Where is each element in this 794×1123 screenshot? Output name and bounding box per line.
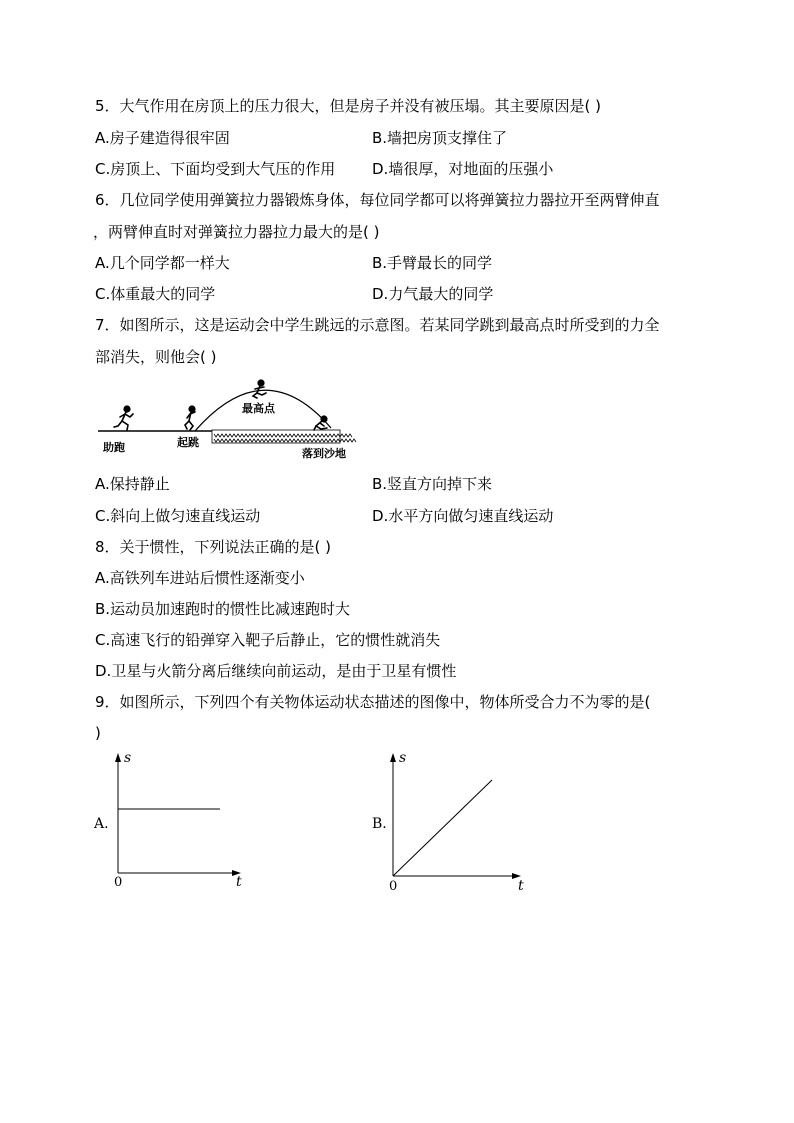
- q7-option-a: A.保持静止: [95, 475, 170, 493]
- graph-b-origin: 0: [389, 879, 398, 893]
- takeoff-figure: [185, 406, 195, 430]
- graph-a-s-label: s: [124, 750, 132, 766]
- q7-stem-line1: 7．如图所示，这是运动会中学生跳远的示意图。若某同学跳到最高点时所受到的力全: [95, 316, 660, 334]
- label-takeoff: 起跳: [177, 436, 199, 449]
- label-landing: 落到沙地: [302, 447, 346, 460]
- graph-a-origin: 0: [114, 875, 123, 890]
- graph-a: [90, 748, 260, 893]
- highest-point-figure: [253, 380, 266, 398]
- label-highest-point: 最高点: [242, 402, 275, 415]
- q7-option-d: D.水平方向做匀速直线运动: [372, 507, 554, 525]
- graph-b: [368, 748, 538, 893]
- q8-option-b: B.运动员加速跑时的惯性比减速跑时大: [95, 600, 351, 618]
- q8-option-c: C.高速飞行的铅弹穿入靶子后静止，它的惯性就消失: [95, 631, 441, 649]
- q6-option-b: B.手臂最长的同学: [372, 254, 493, 272]
- graph-a-label: A.: [94, 816, 109, 832]
- q9-stem-line2: ): [95, 724, 101, 742]
- graph-b-label: B.: [372, 816, 387, 832]
- runner-figure: [114, 406, 133, 430]
- graph-a-t-label: t: [236, 874, 242, 890]
- q6-option-a: A.几个同学都一样大: [95, 254, 230, 272]
- q6-stem-line2: ，两臂伸直时对弹簧拉力器拉力最大的是( ): [93, 223, 380, 241]
- q5-option-a: A.房子建造得很牢固: [95, 129, 230, 147]
- graph-b-s-label: s: [399, 750, 407, 766]
- q8-stem: 8．关于惯性，下列说法正确的是( ): [95, 538, 332, 556]
- graph-b-curve: [393, 780, 492, 876]
- graph-b-s-arrow: [390, 753, 396, 762]
- q5-option-d: D.墙很厚，对地面的压强小: [372, 160, 554, 178]
- q6-option-c: C.体重最大的同学: [95, 285, 216, 303]
- graph-b-t-label: t: [518, 878, 524, 893]
- long-jump-figure: [95, 376, 365, 466]
- q8-option-a: A.高铁列车进站后惯性逐渐变小: [95, 569, 305, 587]
- graph-a-s-arrow: [115, 753, 121, 762]
- q6-stem-line1: 6．几位同学使用弹簧拉力器锻炼身体，每位同学都可以将弹簧拉力器拉开至两臂伸直: [95, 191, 660, 209]
- q7-option-b: B.竖直方向掉下来: [372, 475, 493, 493]
- q7-option-c: C.斜向上做匀速直线运动: [95, 507, 261, 525]
- label-run-up: 助跑: [103, 441, 125, 454]
- q5-option-c: C.房顶上、下面均受到大气压的作用: [95, 160, 336, 178]
- q8-option-d: D.卫星与火箭分离后继续向前运动，是由于卫星有惯性: [95, 662, 457, 680]
- q9-stem-line1: 9．如图所示，下列四个有关物体运动状态描述的图像中，物体所受合力不为零的是(: [95, 693, 651, 711]
- q7-stem-line2: 部消失，则他会( ): [95, 348, 217, 366]
- q5-option-b: B.墙把房顶支撑住了: [372, 129, 508, 147]
- q6-option-d: D.力气最大的同学: [372, 285, 494, 303]
- landing-figure: [314, 416, 327, 430]
- q5-stem: 5．大气作用在房顶上的压力很大，但是房子并没有被压塌。其主要原因是( ): [95, 97, 602, 115]
